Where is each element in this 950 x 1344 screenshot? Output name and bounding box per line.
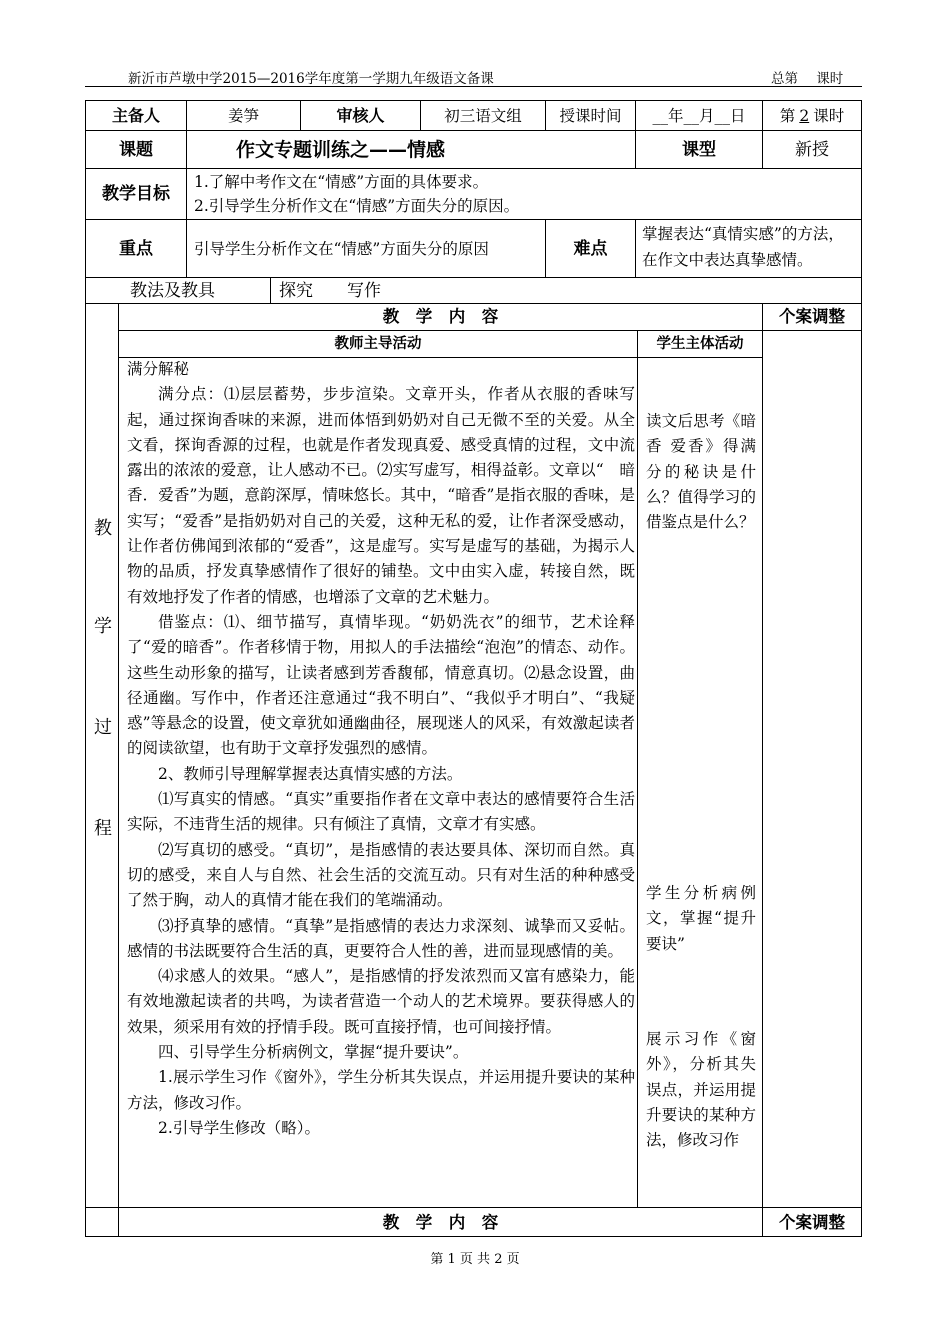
difficulty-value: 掌握表达“真情实感”的方法，在作文中表达真挚感情。	[642, 225, 844, 269]
time-label: 授课时间	[559, 106, 622, 125]
methods-value: 探究 写作	[279, 280, 381, 301]
col-divider	[762, 303, 763, 1237]
content-paragraph: 借鉴点：⑴、细节描写，真情毕现。“奶奶洗衣”的细节，艺术诠释了“爱的暗香”。作者移情于物，用拟人的手法描绘“泡泡”的情态、动作。这些生动形象的描写，让读者感到芳香馥郁，情意真切。⑵悬念设置，曲径通幽。写作中，作者还注意通过“我不明白”、“我似乎才明白”、“我疑惑”等悬念的设置，使文章犹如通幽曲径，展现迷人的风采，有效激起读者的阅读欲望，也有助于文章抒发强烈的感情。	[127, 612, 635, 758]
content-paragraph: ⑷求感人的效果。“感人”，是指感情的抒发浓烈而又富有感染力，能有效地激起读者的共鸣，为读者营造一个动人的艺术境界。要获得感人的效果，须采用有效的抒情手段。既可直接抒情，也可间接抒情。	[127, 967, 635, 1036]
student-activity-header: 学生主体活动	[656, 336, 744, 352]
col-divider	[118, 303, 119, 1237]
adjust-header-bottom: 个案调整	[779, 1212, 845, 1232]
preparer-label: 主备人	[111, 105, 160, 125]
objective-item: 1.了解中考作文在“情感”方面的具体要求。	[194, 173, 489, 191]
lesson-suffix: 课时	[813, 106, 845, 125]
type-value: 新授	[795, 139, 829, 160]
student-activity: 读文后思考《暗香 爱香》得满分的秘诀是什么？值得学习的借鉴点是什么？	[646, 412, 756, 532]
objectives-label: 教学目标	[102, 184, 170, 204]
difficulty-label: 难点	[573, 238, 608, 259]
topic-label: 课题	[119, 139, 153, 160]
content-paragraph: 2、教师引导理解掌握表达真情实感的方法。	[158, 764, 463, 783]
preparer-value: 姜笋	[227, 106, 259, 125]
content-paragraph: 1.展示学生习作《窗外》，学生分析其失误点，并运用提升要诀的某种方法，修改习作。	[127, 1068, 635, 1112]
process-label-char: 程	[94, 818, 112, 839]
lesson-number	[763, 101, 861, 130]
student-activity: 展示习作《窗外》，分析其失误点，并运用提升要诀的某种方法，修改习作	[646, 1030, 756, 1150]
row-divider	[85, 168, 862, 169]
student-activity: 学生分析病例文，掌握“提升要诀”	[646, 884, 756, 953]
content-header: 教 学 内 容	[382, 307, 499, 326]
header-rule	[85, 86, 862, 87]
objectives-list	[194, 170, 854, 218]
col-divider	[635, 219, 636, 277]
content-paragraph: ⑶抒真挚的感情。“真挚”是指感情的表达力求深刻、诚挚而又妥帖。感情的书法既要符合生活的真，更要符合人性的善，进而显现感情的美。	[127, 916, 635, 960]
type-label: 课型	[682, 139, 716, 160]
adjust-header: 个案调整	[779, 307, 845, 326]
process-label-char: 过	[94, 717, 112, 738]
content-paragraph: 2.引导学生修改（略）。	[158, 1118, 321, 1137]
content-paragraph: 满分点：⑴层层蓄势，步步渲染。文章开头，作者从衣服的香味写起，通过探询香味的来源，进而体悟到奶奶对自己无微不至的关爱。从全文看，探询香源的过程，也就是作者发现真爱、感受真情的过程，文中流露出的浓浓的爱意，让人感动不已。⑵实写虚写，相得益彰。文章以“ 暗香．爱香”为题，意韵深厚，情味悠长。其中，“暗香”是指衣服的香味，是实写；“爱香”是指奶奶对自己的关爱，这种无私的爱，让作者深受感动，让作者仿佛闻到浓郁的“爱香”，这是虚写。实写是虚写的基础，为揭示人物的品质，抒发真挚感情作了很好的铺垫。文中由实入虚，转接自然，既有效地抒发了作者的情感，也增添了文章的艺术魅力。	[127, 385, 635, 606]
teacher-activity-content	[127, 357, 635, 1141]
content-header-bottom: 教 学 内 容	[382, 1212, 499, 1232]
page-footer: 第 1 页 共 2 页	[430, 1252, 520, 1267]
topic-value: 作文专题训练之——情感	[236, 138, 446, 161]
process-label-char: 学	[94, 616, 112, 637]
reviewer-value: 初三语文组	[444, 106, 522, 125]
focus-label: 重点	[119, 238, 153, 259]
lesson-prefix: 第	[779, 106, 796, 125]
date-value: __年__月__日	[652, 106, 746, 125]
reviewer-label: 审核人	[336, 105, 385, 125]
content-paragraph: ⑵写真切的感受。“真切”，是指感情的表达要具体、深切而自然。真切的感受，来自人与自然、社会生活的交流互动。只有对生活的种种感受了然于胸，动人的真情才能在我们的笔端涌动。	[127, 840, 635, 910]
focus-value: 引导学生分析作文在“情感”方面失分的原因	[194, 239, 489, 258]
process-label-char: 教	[94, 518, 112, 539]
page-header-title: 新沂市芦墩中学2015—2016学年度第一学期九年级语文备课	[128, 71, 494, 87]
col-divider	[637, 330, 638, 1207]
methods-label: 教法及教具	[130, 280, 215, 301]
content-paragraph: ⑴写真实的情感。“真实”重要指作者在文章中表达的感情要符合生活实际，不违背生活的规律。只有倾注了真情，文章才有实感。	[127, 790, 635, 834]
lesson-number-value: 2	[799, 106, 810, 125]
page-header-lesson-count: 总第 课时	[771, 71, 844, 87]
teacher-activity-header: 教师主导活动	[334, 336, 422, 352]
col-divider	[186, 168, 187, 277]
objective-item: 2.引导学生分析作文在“情感”方面失分的原因。	[194, 197, 520, 215]
content-paragraph: 满分解秘	[127, 360, 190, 378]
content-paragraph: 四、引导学生分析病例文，掌握“提升要诀”。	[158, 1043, 469, 1062]
